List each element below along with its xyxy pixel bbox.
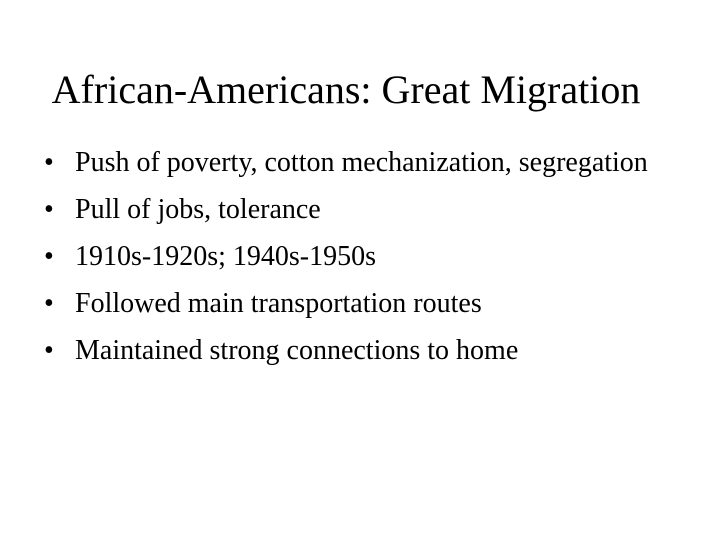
bullet-text: Pull of jobs, tolerance — [75, 194, 321, 225]
bullet-text: Push of poverty, cotton mechanization, segregation — [75, 147, 648, 178]
bullet-text: Followed main transportation routes — [75, 288, 482, 319]
bullet-item-push — [44, 146, 684, 180]
bullet-icon: • — [44, 194, 54, 225]
bullet-icon: • — [44, 147, 54, 178]
bullet-text: Maintained strong connections to home — [75, 335, 519, 366]
bullet-text: 1910s-1920s; 1940s-1950s — [75, 241, 377, 272]
bullet-item-connections — [44, 334, 684, 368]
bullet-item-decades — [44, 240, 684, 274]
bullet-icon: • — [44, 288, 54, 319]
bullet-icon: • — [44, 241, 54, 272]
bullet-list — [44, 146, 684, 381]
bullet-item-routes — [44, 287, 684, 321]
slide-title: African-Americans: Great Migration — [51, 67, 641, 112]
bullet-icon: • — [44, 335, 54, 366]
bullet-item-pull — [44, 193, 684, 227]
